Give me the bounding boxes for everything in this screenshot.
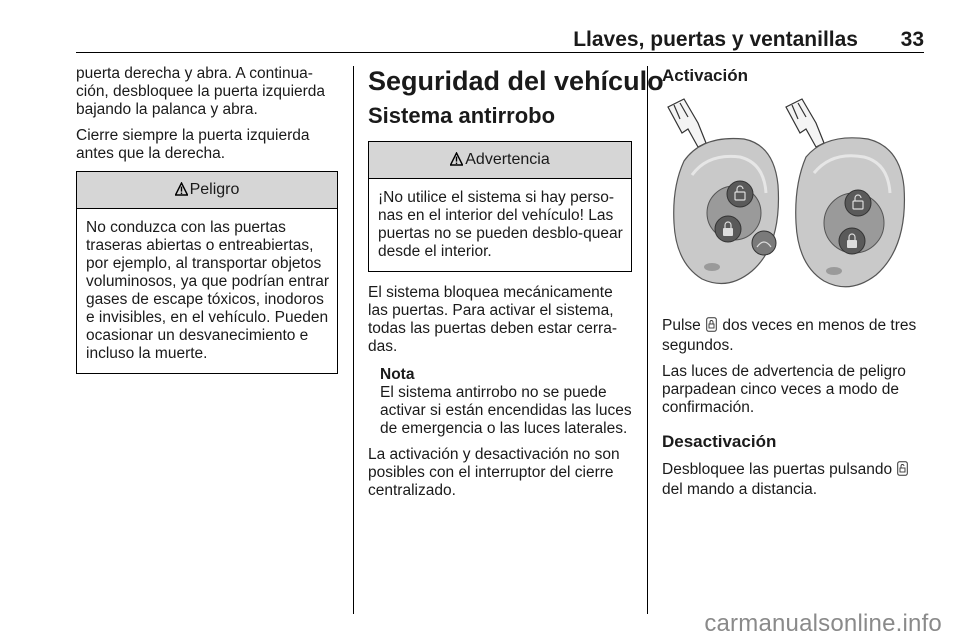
body-paragraph: El sistema bloquea mecánicamente las puertas. Para activar el sistema, todas las puertas deben estar cerra-das. <box>368 284 617 355</box>
deactivation-heading: Desactivación <box>662 432 777 451</box>
header-rule <box>76 52 924 53</box>
column-3 <box>662 65 926 507</box>
key-blade-right <box>786 99 824 147</box>
page-number: 33 <box>900 28 924 51</box>
warning-triangle-icon <box>175 174 188 210</box>
activation-text-end: dos veces en menos de tres segundos. <box>662 317 917 354</box>
key-fob-right <box>796 138 905 287</box>
section-heading: Seguridad del vehículo <box>368 66 664 96</box>
column-2 <box>368 65 664 508</box>
warning-box <box>368 141 632 272</box>
note-text: El sistema antirrobo no se puede activar si están encendidas las luces de emergencia o las luces laterales. <box>380 384 632 437</box>
warning-triangle-icon <box>450 144 463 180</box>
key-fob-left <box>674 138 779 283</box>
body-paragraph: Las luces de advertencia de peligro parpadean cinco veces a modo de confirmación. <box>662 363 906 416</box>
danger-box <box>76 171 338 374</box>
deactivation-text-end: del mando a distancia. <box>662 481 818 498</box>
note-block <box>380 366 632 438</box>
danger-box-header <box>77 172 337 209</box>
unlock-button-icon <box>897 461 908 481</box>
deactivation-instruction <box>662 461 926 499</box>
activation-instruction <box>662 317 926 355</box>
lock-button-icon <box>706 317 717 337</box>
remote-key-illustration <box>662 95 926 305</box>
deactivation-text-start: Desbloquee las puertas pulsando <box>662 461 893 478</box>
danger-text: No conduzca con las puertas traseras abiertas o entreabiertas, por ejemplo, al transportar objetos voluminosos, ya que podrían entrar gases de escape tóxicos, inodoros e invisibles, en el vehículo. Pueden ocasionar un desvanecimiento e incluso la muerte. <box>86 219 329 362</box>
body-paragraph: La activación y desactivación no son posibles con el interruptor del cierre centralizado. <box>368 446 620 499</box>
warning-box-body <box>369 179 631 271</box>
body-paragraph: puerta derecha y abra. A continua-ción, desbloquee la puerta izquierda bajando la palanca y abra. <box>76 65 326 118</box>
warning-box-title: Advertencia <box>465 151 550 168</box>
subsection-heading: Sistema antirrobo <box>368 103 556 128</box>
danger-box-body <box>77 209 337 373</box>
body-paragraph: Cierre siempre la puerta izquierda antes que la derecha. <box>76 127 310 162</box>
running-header-title: Llaves, puertas y ventanillas <box>573 28 858 51</box>
danger-box-title: Peligro <box>189 181 240 198</box>
column-divider-2 <box>647 66 648 614</box>
key-blade-left <box>668 99 706 147</box>
column-divider-1 <box>353 66 354 614</box>
note-title: Nota <box>380 366 415 383</box>
warning-text: ¡No utilice el sistema si hay perso-nas en el interior del vehículo! Las puertas no se pueden desblo-quear desde el interior. <box>378 189 623 260</box>
activation-text-start: Pulse <box>662 317 701 334</box>
watermark: carmanualsonline.info <box>704 610 942 637</box>
activation-heading: Activación <box>662 66 748 85</box>
warning-box-header <box>369 142 631 179</box>
column-1 <box>76 65 338 374</box>
